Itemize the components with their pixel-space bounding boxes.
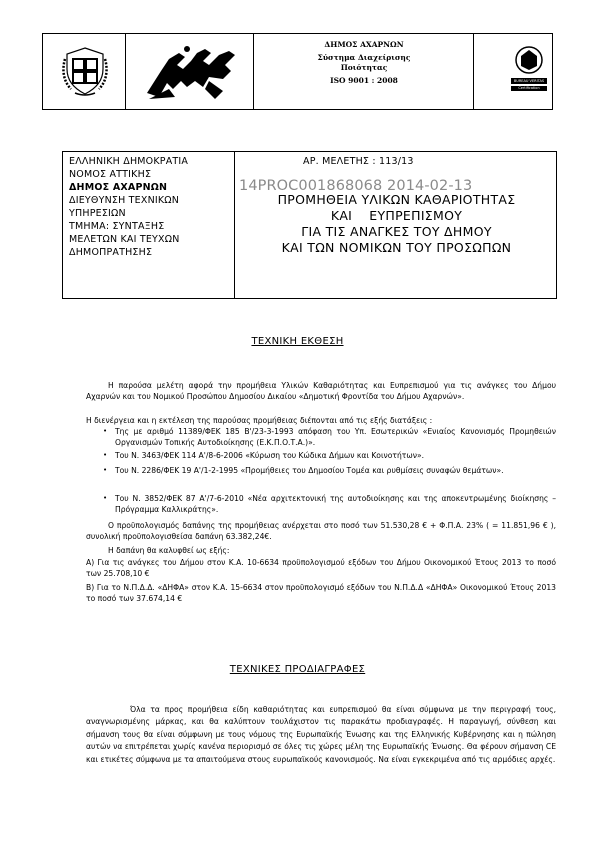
info-line-directorate: ΔΙΕΥΘΥΝΣΗ ΤΕΧΝΙΚΩΝ [69,195,180,206]
title-line-2: ΚΑΙ ΕΥΠΡΕΠΙΣΜΟΥ [330,208,463,223]
info-line-republic: ΕΛΛΗΝΙΚΗ ΔΗΜΟΚΡΑΤΙΑ [69,156,189,167]
info-line-municipality: ΔΗΜΟΣ ΑΧΑΡΝΩΝ [69,182,168,193]
study-title [235,192,558,256]
quality-system-line1: Σύστημα Διαχείρισης [317,53,411,62]
cert-logo-text1: BUREAU VERITAS [513,79,545,83]
title-line-3: ΓΙΑ ΤΙΣ ΑΝΑΓΚΕΣ ΤΟΥ ΔΗΜΟΥ [301,224,492,239]
bullet-icon: • [103,466,108,474]
document-watermark: 14PROC001868068 2014-02-13 [239,178,473,194]
certification-logo-icon [507,42,551,100]
municipality-name: ΔΗΜΟΣ ΑΧΑΡΝΩΝ [324,40,404,49]
bullet-icon: • [103,451,108,459]
info-line-tender: ΔΗΜΟΠΡΑΤΗΣΗΣ [69,247,153,258]
study-number: ΑΡ. ΜΕΛΕΤΗΣ : 113/13 [303,156,414,167]
technical-report-heading: ΤΕΧΝΙΚΗ ΕΚΘΕΣΗ [251,336,344,347]
study-info-box [62,151,557,299]
info-line-studies: ΜΕΛΕΤΩΝ ΚΑΙ ΤΕΥΧΩΝ [69,234,180,245]
letterhead [42,33,553,110]
provision-2: Του Ν. 3463/ΦΕΚ 114 Α'/8-6-2006 «Κύρωση του Κώδικα Δήμων και Κοινοτήτων». [115,451,425,460]
coverage-item-b: Β) Για το Ν.Π.Δ.Δ. «ΔΗΦΑ» στον Κ.Α. 15-6634 στον προϋπολογισμό εξόδων του Ν.Π.Δ.Δ «ΔΗΦΑ» Οικονομικού Έτους 2013 το ποσό των 37.674,14 € [86,583,556,604]
budget-paragraph: Ο προϋπολογισμός δαπάνης της προμήθειας ανέρχεται στο ποσό των 51.530,28 € + Φ.Π.Α. 23% ( = 11.851,96 € ), συνολική προϋπολογισθείσα δαπάνη 63.382,24€. [86,521,556,542]
cert-logo-text2: Certification [518,86,540,90]
provision-3: Του Ν. 2286/ΦΕΚ 19 Α'/1-2-1995 «Προμήθειες του Δημοσίου Τομέα και ρυθμίσεις συναφών θεμάτων». [115,466,504,475]
title-line-4: ΚΑΙ ΤΩΝ ΝΟΜΙΚΩΝ ΤΟΥ ΠΡΟΣΩΠΩΝ [281,240,512,255]
coverage-item-a: Α) Για τις ανάγκες του Δήμου στον Κ.Α. 10-6634 προϋπολογισμού εξόδων του Δήμου Οικονομικού Έτους 2013 το ποσό των 25.708,10 € [86,558,556,579]
greek-emblem-icon [61,45,109,97]
provision-4: Του Ν. 3852/ΦΕΚ 87 Α'/7-6-2010 «Νέα αρχιτεκτονική της αυτοδιοίκησης και της αποκεντρωμένης διοίκησης – Πρόγραμμα Καλλικράτης». [115,494,556,515]
provisions-intro: Η διενέργεια και η εκτέλεση της παρούσας προμήθειας διέπονται από τις εξής διατάξεις : [86,416,433,425]
info-line-services: ΥΠΗΡΕΣΙΩΝ [69,208,126,219]
municipality-logo-icon [139,41,243,103]
info-line-department: ΤΜΗΜΑ: ΣΥΝΤΑΞΗΣ [69,221,165,232]
intro-paragraph: Η παρούσα μελέτη αφορά την προμήθεια Υλικών Καθαριότητας και Ευπρεπισμού για τις ανάγκες του Δήμου Αχαρνών και του Νομικού Προσώπου Δημοσίου Δικαίου «Δημοτική Φροντίδα του Δήμου Αχαρνών». [86,381,556,402]
specs-paragraph: Όλα τα προς προμήθεια είδη καθαριότητας και ευπρεπισμού θα είναι σύμφωνα με την περιγραφή τους, αναγνωρισμένης μάρκας, και θα καλύπτουν τουλάχιστον τις παρακάτω προδιαγραφές. Η παραγωγή, σύνθεση και σήμανση τους θα είναι σύμφωνη με τους νόμους της Ευρωπαϊκής Ένωσης και της Ελληνικής Κυβέρνησης και η πώληση αυτών να επιτρέπεται χωρίς κανένα περιορισμό σε όλες τις χώρες μέλη της Ευρωπαϊκής Ένωσης. Θα φέρουν σήμανση CE και ετικέτες σύμφωνα με τα απαιτούμενα στους ευρωπαϊκούς κανονισμούς. Να είναι εγκεκριμένα από τις αρμόδιες αρχές. [86,705,556,764]
iso-label: ISO 9001 : 2008 [330,76,398,85]
title-line-1: ΠΡΟΜΗΘΕΙΑ ΥΛΙΚΩΝ ΚΑΘΑΡΙΟΤΗΤΑΣ [277,192,516,207]
provision-1: Της με αριθμό 11389/ΦΕΚ 185 Β'/23-3-1993 απόφαση του Υπ. Εσωτερικών «Ενιαίος Κανονισμός Προμηθειών Οργανισμών Τοπικής Αυτοδιοίκησης (Ε.Κ.Π.Ο.Τ.Α.)». [115,427,556,448]
quality-system-line2: Ποιότητας [340,63,388,72]
info-line-prefecture: ΝΟΜΟΣ ΑΤΤΙΚΗΣ [69,169,152,180]
technical-specs-heading: ΤΕΧΝΙΚΕΣ ΠΡΟΔΙΑΓΡΑΦΕΣ [229,664,366,675]
coverage-intro: Η δαπάνη θα καλυφθεί ως εξής: [108,546,230,555]
bullet-icon: • [103,427,108,435]
bullet-icon: • [103,494,108,502]
